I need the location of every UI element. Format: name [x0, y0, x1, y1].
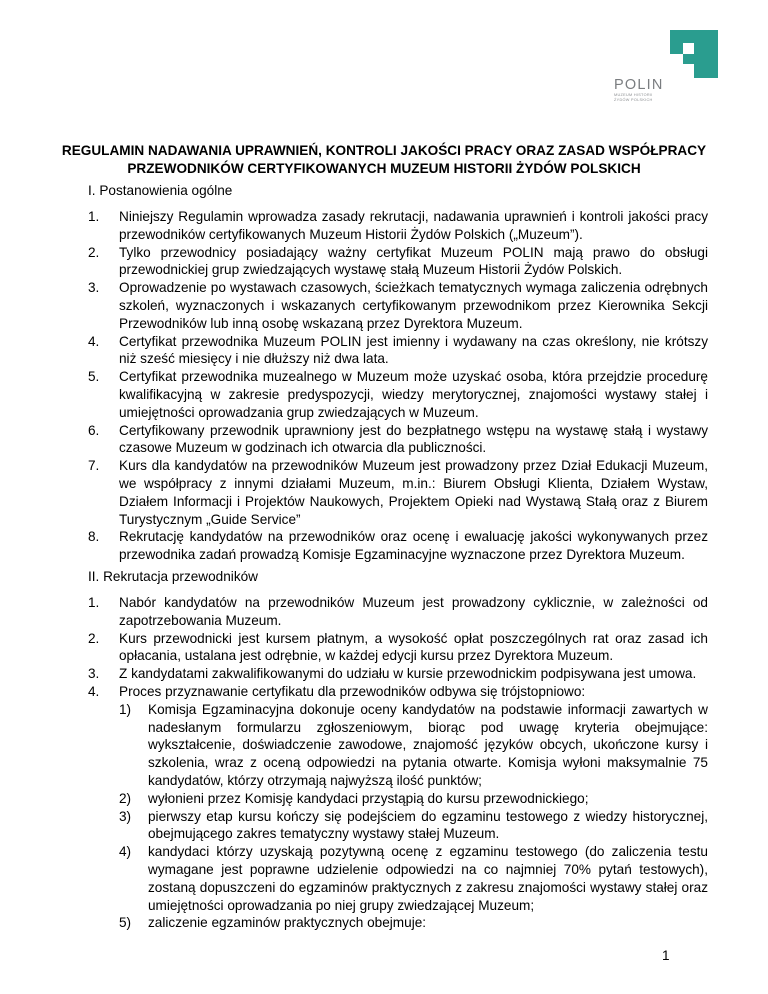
certification-steps-list — [119, 701, 708, 932]
list-item — [88, 665, 708, 683]
list-item — [88, 368, 708, 421]
subitem-text: zaliczenie egzaminów praktycznych obejmuje: — [148, 915, 427, 931]
list-item — [88, 279, 708, 332]
section-heading-general: I. Postanowienia ogólne — [88, 183, 233, 198]
list-item — [88, 208, 708, 244]
item-text: Tylko przewodnicy posiadający ważny certyfikat Muzeum POLIN mają prawo do obsługi przewodnickiej grup zwiedzających wystawę stałą Muzeum Historii Żydów Polskich. — [119, 244, 708, 278]
item-number: 8. — [88, 529, 100, 545]
item-text: Certyfikowany przewodnik uprawniony jest do bezpłatnego wstępu na wystawę stałą i wystawy czasowe Muzeum w godzinach ich otwarcia dla publiczności. — [119, 422, 708, 456]
list-item — [88, 422, 708, 458]
list-item — [88, 528, 708, 564]
sublist-item — [119, 808, 708, 844]
polin-logo-icon — [670, 30, 718, 78]
item-number: 2. — [88, 630, 100, 646]
subitem-number: 2) — [119, 790, 132, 806]
item-text: Rekrutację kandydatów na przewodników oraz ocenę i ewaluację jakości wykonywanych przez przewodnika zadań prowadzą Komisje Egzaminacyjne wyznaczone przez Dyrektora Muzeum. — [119, 529, 708, 563]
item-number: 3. — [88, 666, 100, 682]
item-text: Kurs przewodnicki jest kursem płatnym, a wysokość opłat poszczególnych rat oraz zasad ich opłacania, ustalana jest odrębnie, w każdej edycji kursu przez Dyrektora Muzeum. — [119, 630, 708, 664]
list-item — [88, 594, 708, 630]
subitem-text: kandydaci którzy uzyskają pozytywną ocenę z egzaminu testowego (do zaliczenia testu wymagane jest poprawne udzielenie odpowiedzi na co najmniej 70% pytań testowych), zostaną dopuszczeni do egzaminów praktycznych z zakresu znajomości wystawy stałej oraz umiejętności oprowadzania po niej grupy zwiedzającej Muzeum; — [148, 844, 708, 913]
logo-subtitle: MUZEUM HISTORII ŻYDÓW POLSKICH — [614, 93, 653, 102]
section-heading-recruitment: II. Rekrutacja przewodników — [88, 569, 258, 584]
item-text: Nabór kandydatów na przewodników Muzeum jest prowadzony cyklicznie, w zależności od zapotrzebowania Muzeum. — [119, 595, 708, 628]
polin-logo — [603, 30, 718, 102]
item-text: Proces przyznawanie certyfikatu dla przewodników odbywa się trójstopniowo: — [119, 683, 586, 699]
list-item — [88, 457, 708, 528]
item-number: 4. — [88, 683, 100, 699]
item-number: 4. — [88, 333, 100, 349]
sublist-item — [119, 914, 708, 932]
recruitment-list — [88, 594, 708, 932]
sublist-item — [119, 701, 708, 790]
subitem-text: Komisja Egzaminacyjna dokonuje oceny kandydatów na podstawie informacji zawartych w nadesłanym formularzu zgłoszeniowym, biorąc pod uwagę kryteria obejmujące: wykształcenie, doświadczenie zawodowe, znajomość języków obcych, ukończone kursy i szkolenia, wraz z oceną odpowiedzi na pytania otwarte. Komisja wyłoni maksymalnie 75 kandydatów, którzy otrzymają najwyższą ilość punktów; — [148, 701, 708, 788]
document-title: REGULAMIN NADAWANIA UPRAWNIEŃ, KONTROLI JAKOŚCI PRACY ORAZ ZASAD WSPÓŁPRACY PRZEWODNIKÓW CERTYFIKOWANYCH MUZEUM HISTORII ŻYDÓW POLSKICH — [61, 143, 707, 176]
item-text: Certyfikat przewodnika Muzeum POLIN jest imienny i wydawany na czas określony, nie krótszy niż sześć miesięcy i nie dłuższy niż dwa lata. — [119, 333, 708, 367]
item-text: Kurs dla kandydatów na przewodników Muzeum jest prowadzony przez Dział Edukacji Muzeum, we współpracy z innymi działami Muzeum, m.in.: Biurem Obsługi Klienta, Działem Wystaw, Działem Informacji i Projektów Naukowych, Projektem Opieki nad Wystawą Stałą oraz z Biurem Turystycznym „Guide Service” — [119, 458, 708, 527]
logo-name: POLIN — [614, 77, 664, 93]
list-item — [88, 333, 708, 369]
item-number: 7. — [88, 458, 100, 474]
subitem-number: 4) — [119, 844, 132, 860]
sublist-item — [119, 843, 708, 914]
item-text: Oprowadzenie po wystawach czasowych, ścieżkach tematycznych wymaga zaliczenia odrębnych szkoleń, wyznaczonych i wskazanych certyfikowanym przewodnikom przez Kierownika Sekcji Przewodników lub inną osobę wskazaną przez Dyrektora Muzeum. — [119, 280, 708, 331]
subitem-text: wyłonieni przez Komisję kandydaci przystąpią do kursu przewodnickiego; — [148, 790, 589, 806]
subitem-number: 3) — [119, 808, 132, 824]
page-number: 1 — [662, 948, 670, 963]
sublist-item — [119, 790, 708, 808]
item-number: 1. — [88, 209, 100, 224]
item-text: Niniejszy Regulamin wprowadza zasady rekrutacji, nadawania uprawnień i kontroli jakości pracy przewodników certyfikowanych Muzeum Historii Żydów Polskich („Muzeum”). — [119, 209, 708, 242]
list-item — [88, 683, 708, 932]
subitem-text: pierwszy etap kursu kończy się podejściem do egzaminu testowego z wiedzy historycznej, obejmującego zakres tematyczny wystawy stałej Muzeum. — [148, 808, 708, 842]
item-number: 2. — [88, 244, 100, 260]
general-provisions-list — [88, 208, 708, 564]
item-text: Z kandydatami zakwalifikowanymi do udziału w kursie przewodnickim podpisywana jest umowa. — [119, 666, 697, 682]
item-number: 3. — [88, 280, 100, 296]
item-number: 1. — [88, 595, 100, 610]
item-number: 5. — [88, 369, 100, 385]
list-item — [88, 630, 708, 666]
list-item — [88, 244, 708, 280]
subitem-number: 5) — [119, 915, 132, 931]
item-number: 6. — [88, 422, 100, 438]
item-text: Certyfikat przewodnika muzealnego w Muzeum może uzyskać osoba, która przejdzie procedurę kwalifikacyjną w zakresie predyspozycji, wiedzy merytorycznej, znajomości wystawy stałej i umiejętności oprowadzania grup zwiedzających w Muzeum. — [119, 369, 708, 420]
subitem-number: 1) — [119, 701, 132, 717]
